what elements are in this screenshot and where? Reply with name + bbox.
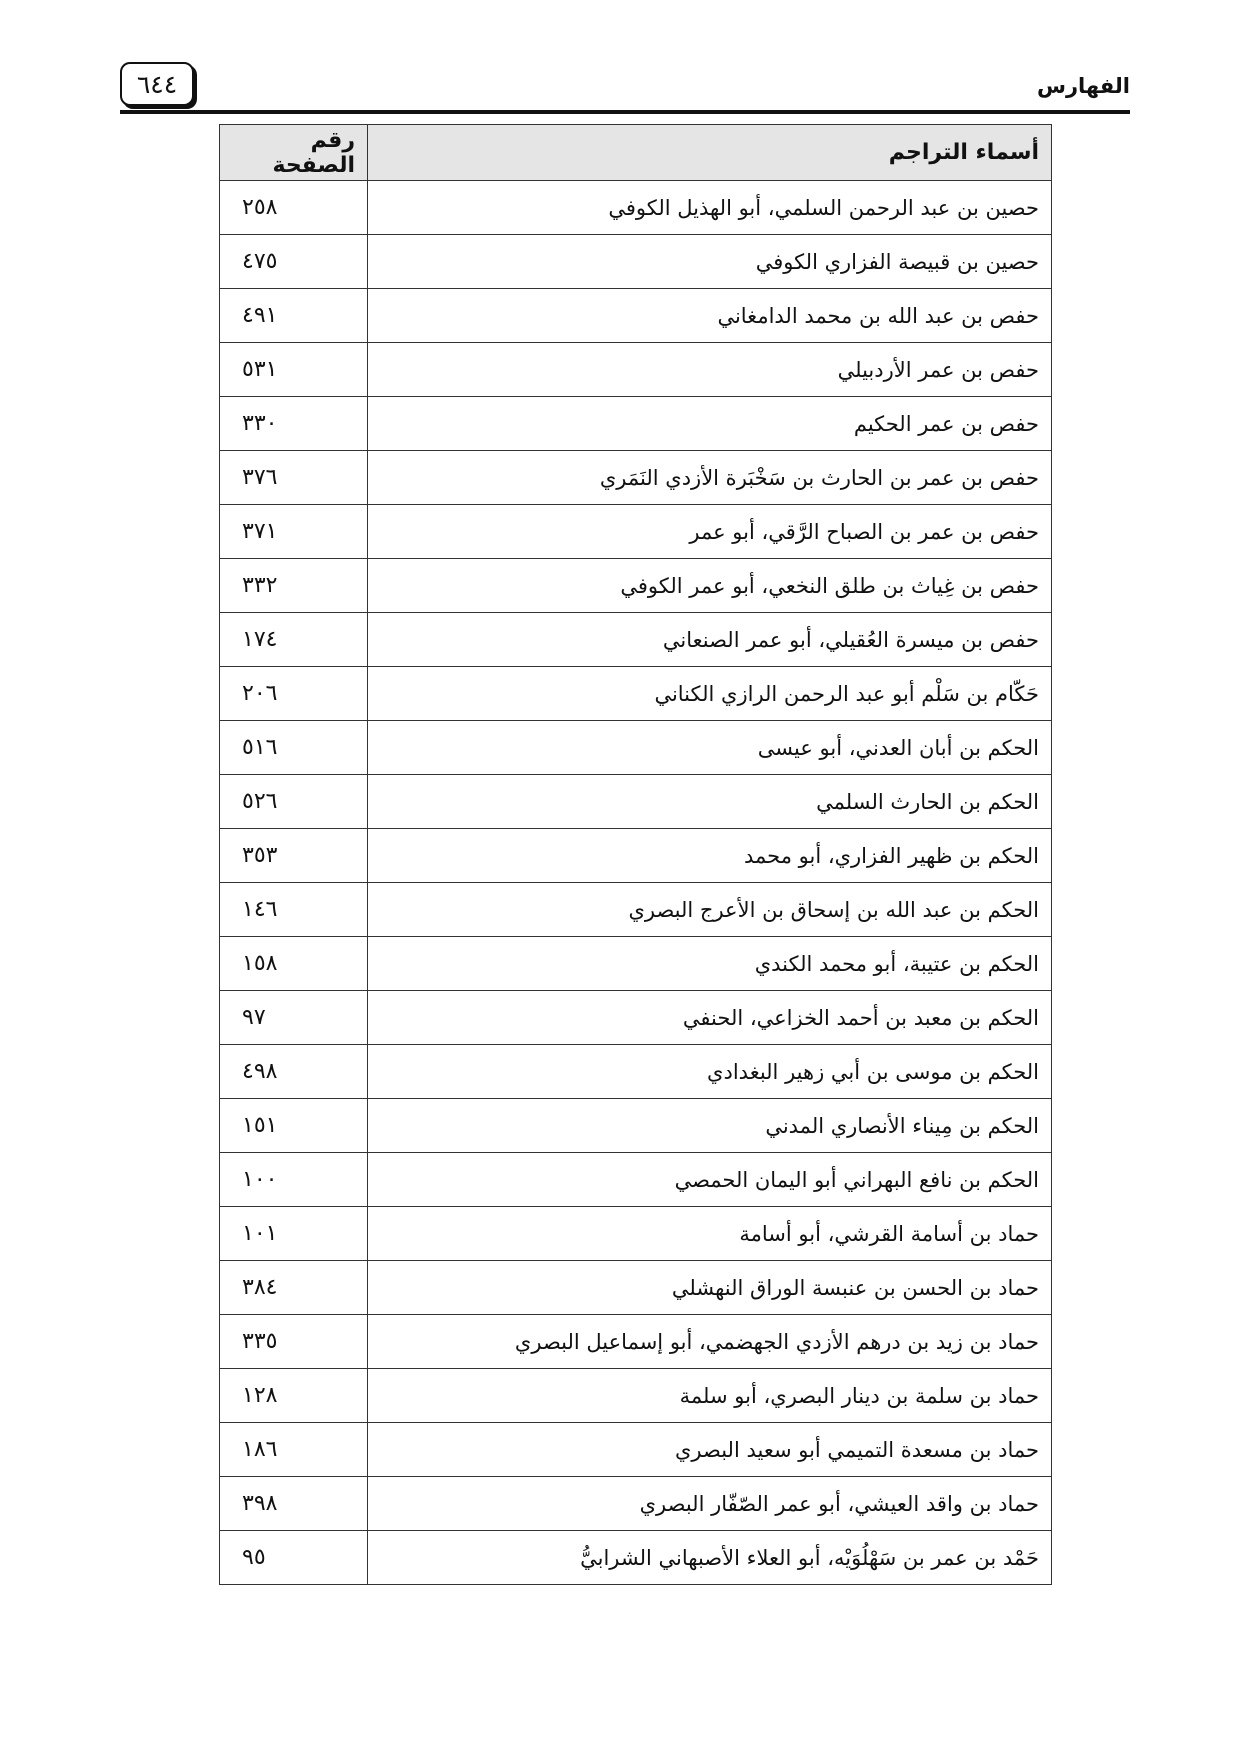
table-row: [220, 991, 1052, 1045]
biography-name: الحكم بن الحارث السلمي: [368, 775, 1052, 829]
biography-name: حماد بن واقد العيشي، أبو عمر الصّفّار البصري: [368, 1477, 1052, 1531]
table-row: [220, 667, 1052, 721]
table-row: [220, 1153, 1052, 1207]
table-row: [220, 1099, 1052, 1153]
table-row: [220, 1423, 1052, 1477]
biography-name: حفص بن عمر بن الحارث بن سَخْبَرة الأزدي النَمَري: [368, 451, 1052, 505]
page-number-cell: ٩٧: [220, 991, 368, 1045]
page-number-cell: ١٤٦: [220, 883, 368, 937]
biography-name: حصين بن عبد الرحمن السلمي، أبو الهذيل الكوفي: [368, 181, 1052, 235]
page-number-cell: ٤٩١: [220, 289, 368, 343]
page-number-cell: ٩٥: [220, 1531, 368, 1585]
table-body: [220, 181, 1052, 1585]
page-number-cell: ٣٣٠: [220, 397, 368, 451]
page-header: [120, 60, 1130, 114]
table-row: [220, 1315, 1052, 1369]
biography-name: حفص بن عمر بن الصباح الرَّقي، أبو عمر: [368, 505, 1052, 559]
biography-name: حماد بن مسعدة التميمي أبو سعيد البصري: [368, 1423, 1052, 1477]
page-number-cell: ١٥٨: [220, 937, 368, 991]
biography-name: الحكم بن عتيبة، أبو محمد الكندي: [368, 937, 1052, 991]
table-row: [220, 235, 1052, 289]
biography-name: حفص بن ميسرة العُقيلي، أبو عمر الصنعاني: [368, 613, 1052, 667]
biography-name: الحكم بن نافع البهراني أبو اليمان الحمصي: [368, 1153, 1052, 1207]
biography-name: حفص بن عبد الله بن محمد الدامغاني: [368, 289, 1052, 343]
table-row: [220, 505, 1052, 559]
page-number-cell: ٣٣٢: [220, 559, 368, 613]
table-row: [220, 937, 1052, 991]
biography-name: حماد بن أسامة القرشي، أبو أسامة: [368, 1207, 1052, 1261]
page-number-cell: ٥٢٦: [220, 775, 368, 829]
biography-name: الحكم بن مِيناء الأنصاري المدني: [368, 1099, 1052, 1153]
page-number-cell: ٢٥٨: [220, 181, 368, 235]
page-number-cell: ٣٣٥: [220, 1315, 368, 1369]
header-rule: [120, 110, 1130, 114]
biography-name: حَكّام بن سَلْم أبو عبد الرحمن الرازي الكناني: [368, 667, 1052, 721]
column-header-name: أسماء التراجم: [368, 125, 1052, 181]
biographies-index-table: [219, 124, 1052, 1585]
biography-name: الحكم بن ظهير الفزاري، أبو محمد: [368, 829, 1052, 883]
page-number: ٦٤٤: [120, 62, 194, 106]
page-number-cell: ١٧٤: [220, 613, 368, 667]
biography-name: حماد بن الحسن بن عنبسة الوراق النهشلي: [368, 1261, 1052, 1315]
table-row: [220, 721, 1052, 775]
biography-name: حماد بن زيد بن درهم الأزدي الجهضمي، أبو إسماعيل البصري: [368, 1315, 1052, 1369]
page-number-cell: ١٠١: [220, 1207, 368, 1261]
table-row: [220, 451, 1052, 505]
page-number-cell: ٢٠٦: [220, 667, 368, 721]
page-number-cell: ٥١٦: [220, 721, 368, 775]
page-number-cell: ٥٣١: [220, 343, 368, 397]
page-number-cell: ٤٧٥: [220, 235, 368, 289]
table-row: [220, 1531, 1052, 1585]
table-row: [220, 397, 1052, 451]
section-title: الفهارس: [1036, 74, 1130, 98]
table-row: [220, 343, 1052, 397]
page-number-cell: ١٢٨: [220, 1369, 368, 1423]
page-number-cell: ٣٥٣: [220, 829, 368, 883]
table-row: [220, 1369, 1052, 1423]
table-row: [220, 1261, 1052, 1315]
table-header: [220, 125, 1052, 181]
page-number-cell: ٣٧١: [220, 505, 368, 559]
page-number-cell: ٤٩٨: [220, 1045, 368, 1099]
biography-name: الحكم بن عبد الله بن إسحاق بن الأعرج البصري: [368, 883, 1052, 937]
biography-name: الحكم بن موسى بن أبي زهير البغدادي: [368, 1045, 1052, 1099]
page-number-cell: ١٠٠: [220, 1153, 368, 1207]
table-row: [220, 883, 1052, 937]
biography-name: الحكم بن معبد بن أحمد الخزاعي، الحنفي: [368, 991, 1052, 1045]
table-row: [220, 181, 1052, 235]
page-number-cell: ١٨٦: [220, 1423, 368, 1477]
table-row: [220, 613, 1052, 667]
table-row: [220, 559, 1052, 613]
page-number-cell: ٣٨٤: [220, 1261, 368, 1315]
biography-name: حماد بن سلمة بن دينار البصري، أبو سلمة: [368, 1369, 1052, 1423]
biography-name: حفص بن عمر الأردبيلي: [368, 343, 1052, 397]
header-row: [220, 125, 1052, 181]
table-row: [220, 1207, 1052, 1261]
biography-name: حفص بن غِياث بن طلق النخعي، أبو عمر الكوفي: [368, 559, 1052, 613]
table-row: [220, 775, 1052, 829]
table-row: [220, 1477, 1052, 1531]
table-row: [220, 1045, 1052, 1099]
biography-name: حفص بن عمر الحكيم: [368, 397, 1052, 451]
table-row: [220, 289, 1052, 343]
biography-name: الحكم بن أبان العدني، أبو عيسى: [368, 721, 1052, 775]
table-row: [220, 829, 1052, 883]
page-number-cell: ٣٧٦: [220, 451, 368, 505]
biography-name: حَمْد بن عمر بن سَهْلُوَيْه، أبو العلاء الأصبهاني الشرابيُّ: [368, 1531, 1052, 1585]
page-number-cell: ١٥١: [220, 1099, 368, 1153]
biography-name: حصين بن قبيصة الفزاري الكوفي: [368, 235, 1052, 289]
column-header-page: رقم الصفحة: [220, 125, 368, 181]
page-number-cell: ٣٩٨: [220, 1477, 368, 1531]
